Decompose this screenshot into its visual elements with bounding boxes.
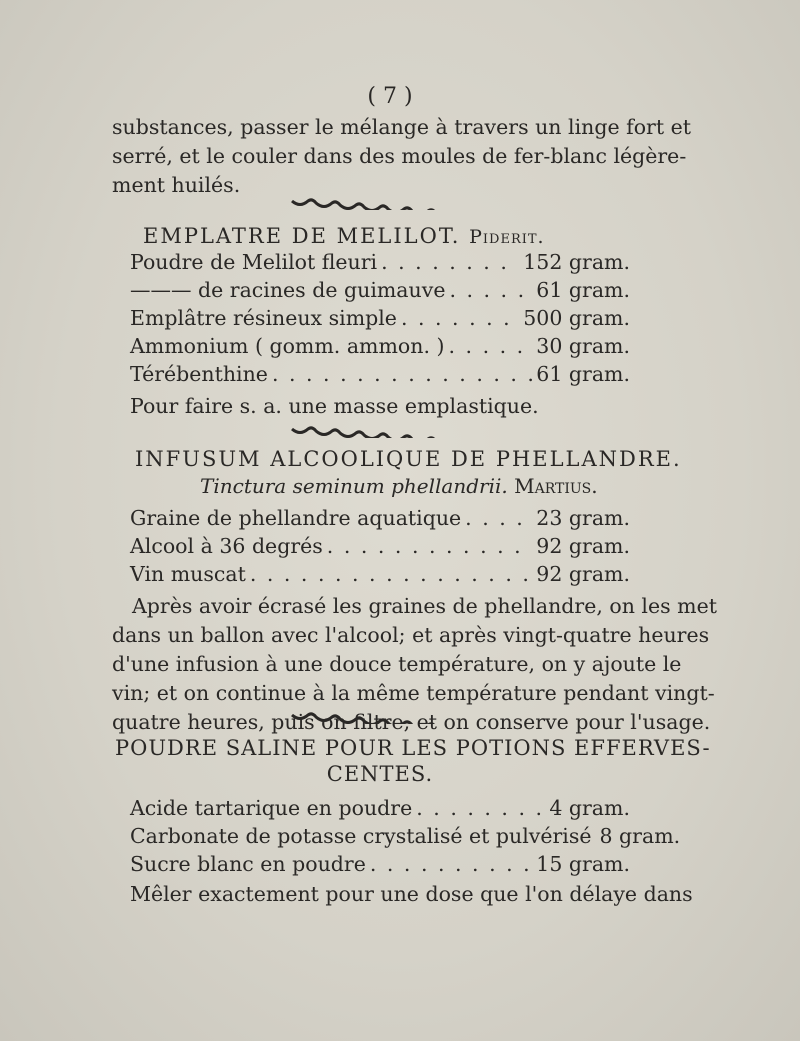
latin-subtitle: Tinctura seminum phellandrii. [200, 474, 508, 498]
ingredient-name: Sucre blanc en poudre [130, 852, 366, 876]
leader-dots [449, 278, 532, 302]
ingredient-row [130, 306, 630, 330]
leader-dots [401, 306, 519, 330]
ingredient-name: Acide tartarique en poudre [130, 796, 413, 820]
ingredient-row [130, 362, 630, 386]
ingredient-row [130, 534, 630, 558]
leader-dots [327, 534, 533, 558]
ingredient-row [130, 796, 630, 820]
ingredient-row [130, 334, 630, 358]
ingredient-row [130, 506, 630, 530]
section-title-text: EMPLATRE DE MELILOT. [143, 224, 461, 248]
ingredient-qty: 92 gram. [536, 562, 630, 586]
ingredient-name: Graine de phellandre aquatique [130, 506, 462, 530]
intro-line: substances, passer le mélange à travers un linge fort et [112, 115, 691, 139]
section-title-poudre: POUDRE SALINE POUR LES POTIONS EFFERVES- [115, 736, 711, 760]
section-title-emplatre [143, 224, 545, 248]
instruction-line: quatre heures, puis on filtre, et on conserve pour l'usage. [112, 710, 711, 734]
wavy-rule-ornament-icon [290, 710, 450, 724]
ingredient-qty: 61 gram. [536, 278, 630, 302]
page-number: ( 7 ) [367, 84, 413, 109]
leader-dots [465, 506, 532, 530]
ingredient-row [130, 250, 630, 274]
intro-paragraph [112, 113, 691, 200]
instruction-line: Mêler exactement pour une dose que l'on délaye dans [130, 882, 693, 906]
section-title-poudre-cont: CENTES. [326, 762, 434, 786]
ingredient-qty: 8 gram. [599, 824, 681, 848]
leader-dots [449, 334, 533, 358]
ingredient-name: Poudre de Melilot fleuri [130, 250, 378, 274]
ingredient-qty: 30 gram. [536, 334, 630, 358]
ingredient-qty: 4 gram. [549, 796, 630, 820]
ingredient-qty: 92 gram. [536, 534, 630, 558]
ingredient-name: Ammonium ( gomm. ammon. ) [130, 334, 445, 358]
ingredient-name: ——— de racines de guimauve [130, 278, 446, 302]
wavy-rule-ornament-icon [290, 424, 450, 438]
section-subtitle [200, 474, 598, 498]
ingredient-row [130, 278, 630, 302]
instruction-line: dans un ballon avec l'alcool; et après vingt-quatre heures [112, 623, 710, 647]
wavy-rule-ornament-icon [290, 196, 450, 210]
leader-dots [370, 852, 532, 876]
ingredient-name: Vin muscat [130, 562, 246, 586]
ingredient-name: Carbonate de potasse crystalisé et pulvérisé [130, 824, 592, 848]
ingredient-row [130, 824, 681, 848]
ingredient-name: Térébenthine [130, 362, 268, 386]
ingredient-qty: 152 gram. [523, 250, 630, 274]
ingredient-qty: 500 gram. [523, 306, 630, 330]
ingredient-qty: 61 gram. [536, 362, 630, 386]
ingredient-qty: 23 gram. [536, 506, 630, 530]
leader-dots [272, 362, 532, 386]
ingredient-row [130, 852, 630, 876]
intro-line: serré, et le couler dans des moules de fer-blanc légère- [112, 144, 687, 168]
leader-dots [250, 562, 532, 586]
instruction-line: Après avoir écrasé les graines de phellandre, on les met [132, 594, 717, 618]
instruction-line: vin; et on continue à la même température pendant vingt- [112, 681, 715, 705]
section-author: Martius. [514, 474, 598, 498]
instruction-line: d'une infusion à une douce température, on y ajoute le [112, 652, 682, 676]
ingredient-qty: 15 gram. [536, 852, 630, 876]
ingredient-row [130, 562, 630, 586]
section-author: Piderit. [469, 226, 545, 248]
instruction-text [130, 880, 693, 909]
section-title-infusum: INFUSUM ALCOOLIQUE DE PHELLANDRE. [135, 447, 682, 471]
ingredient-name: Alcool à 36 degrés [130, 534, 323, 558]
ingredient-name: Emplâtre résineux simple [130, 306, 397, 330]
instruction-text: Pour faire s. a. une masse emplastique. [130, 394, 539, 418]
leader-dots [416, 796, 545, 820]
leader-dots [381, 250, 519, 274]
intro-line: ment huilés. [112, 173, 241, 197]
